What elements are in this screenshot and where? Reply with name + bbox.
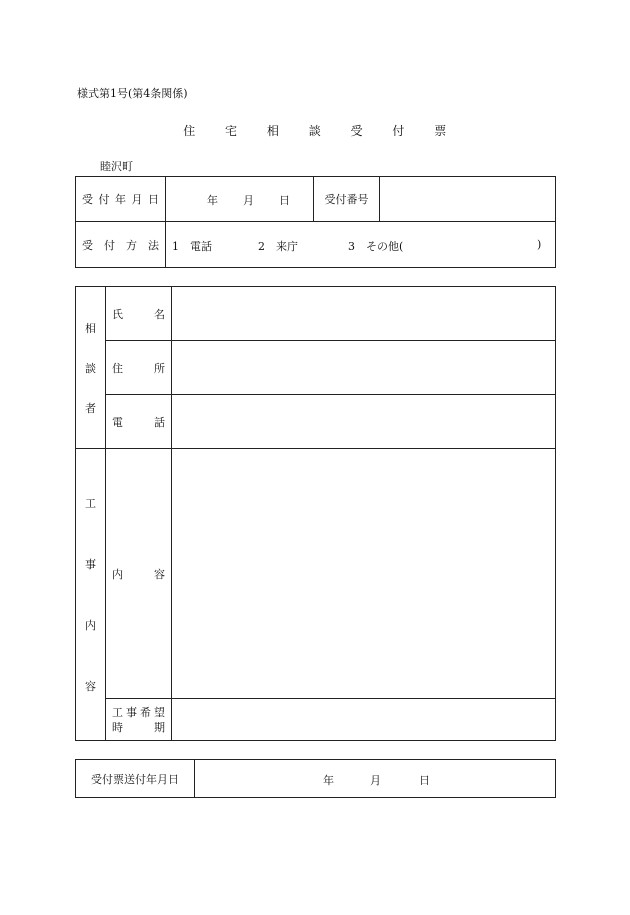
day-unit: 日 [419,773,430,787]
work-group-label: 工 事 内 容 [76,449,106,741]
work-period-label: 工 事 希 望 時 期 [106,699,172,741]
sending-date-field[interactable] [195,760,556,798]
sending-date-table [75,759,556,798]
title-char: 付 [392,124,405,138]
phone-field[interactable] [172,395,556,449]
reception-table [75,176,556,268]
consultant-group-label: 相 談 者 [76,287,106,449]
month-unit: 月 [243,194,254,207]
year-unit: 年 [207,194,218,207]
consultation-table [75,286,556,741]
month-unit: 月 [370,773,381,787]
method-option-phone[interactable]: 1 電話 [172,239,212,253]
sending-date-label: 受付票送付年月日 [76,760,195,798]
title-char: 宅 [225,124,238,138]
reception-number-label: 受付番号 [314,177,380,222]
title-char: 票 [434,124,447,138]
reception-method-options [166,222,556,268]
town-name: 睦沢町 [100,160,133,173]
reception-date-label: 受 付 年 月 日 [76,177,166,222]
work-content-label: 内 容 [106,449,172,699]
method-option-other[interactable]: 3 その他( [348,239,404,253]
address-field[interactable] [172,341,556,395]
reception-number-field[interactable] [380,177,556,222]
reception-date-field[interactable] [166,177,314,222]
method-option-visit[interactable]: 2 来庁 [258,239,298,253]
phone-label: 電 話 [106,395,172,449]
page-title [0,122,630,139]
name-label: 氏 名 [106,287,172,341]
form-number: 様式第1号(第4条関係) [77,87,188,100]
year-unit: 年 [323,773,334,787]
method-other-close: ) [537,237,542,251]
address-label: 住 所 [106,341,172,395]
title-char: 談 [308,124,322,138]
work-content-field[interactable] [172,449,556,699]
name-field[interactable] [172,287,556,341]
day-unit: 日 [279,194,290,207]
title-char: 相 [266,124,280,138]
work-period-field[interactable] [172,699,556,741]
title-char: 受 [350,124,364,138]
reception-method-label: 受 付 方 法 [76,222,166,268]
title-char: 住 [183,124,196,138]
